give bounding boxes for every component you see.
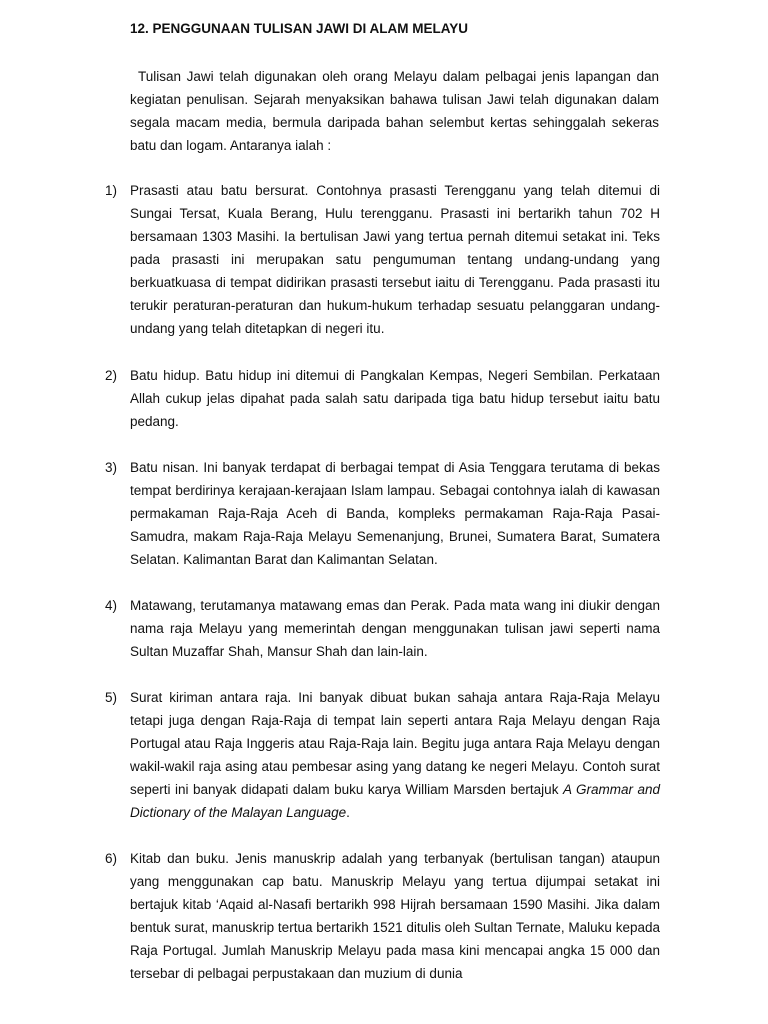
list-item-number: 2) <box>105 368 118 383</box>
list-item-body: Surat kiriman antara raja. Ini banyak dibuat bukan sahaja antara Raja-Raja Melayu tetapi juga dengan Raja-Raja di tempat lain seperti antara Raja Melayu dengan Raja Portugal atau Raja Inggeris atau Raja-Raja lain. Begitu juga antara Raja Melayu dengan wakil-wakil raja asing atau pembesar asing yang datang ke negeri Melayu. Contoh surat seperti ini banyak didapati dalam buku karya William Marsden bertajuk <box>130 690 660 797</box>
list-item-number: 6) <box>105 851 118 866</box>
book-title: A Grammar and Dictionary of the Malayan Language <box>130 782 660 820</box>
list-item-text: Kitab dan buku. Jenis manuskrip adalah yang terbanyak (bertulisan tangan) ataupun yang menggunakan cap batu. Manuskrip Melayu yang tertua dijumpai setakat ini bertajuk kitab ‘Aqaid al-Nasafi bertarikh 998 Hijrah bersamaan 1590 Masihi. Jika dalam bentuk surat, manuskrip tertua bertarikh 1521 ditulis oleh Sultan Ternate, Maluku kepada Raja Portugal. Jumlah Manuskrip Melayu pada masa kini mencapai angka 15 000 dan tersebar di pelbagai perpustakaan dan muzium di dunia <box>130 851 660 981</box>
list-item-number: 5) <box>105 690 118 705</box>
list-item-text: Prasasti atau batu bersurat. Contohnya prasasti Terengganu yang telah ditemui di Sungai Tersat, Kuala Berang, Hulu terengganu. Prasasti ini bertarikh tahun 702 H bersamaan 1303 Masihi. Ia bertulisan Jawi yang tertua pernah ditemui setakat ini. Teks pada prasasti ini merupakan satu pengumuman tentang undang-undang yang berkuatkuasa di tempat didirikan prasasti tersebut iaitu di Terengganu. Pada prasasti itu terukir peraturan-peraturan dan hukum-hukum terhadap sesuatu pelanggaran undang-undang yang telah ditetapkan di negeri itu. <box>130 183 660 336</box>
intro-text: Tulisan Jawi telah digunakan oleh orang Melayu dalam pelbagai jenis lapangan dan kegiatan penulisan. Sejarah menyaksikan bahawa tulisan Jawi telah digunakan dalam segala macam media, bermula daripada bahan selembut kertas sehinggalah sekeras batu dan logam. Antaranya ialah : <box>130 69 659 153</box>
list-item-number: 1) <box>105 183 118 198</box>
list-item-number: 3) <box>105 460 118 475</box>
list-item-number: 4) <box>105 598 118 613</box>
list-item-text: Batu hidup. Batu hidup ini ditemui di Pangkalan Kempas, Negeri Sembilan. Perkataan Allah cukup jelas dipahat pada salah satu daripada tiga batu hidup tersebut iaitu batu pedang. <box>130 368 660 429</box>
list-item-text: Matawang, terutamanya matawang emas dan Perak. Pada mata wang ini diukir dengan nama raja Melayu yang memerintah dengan menggunakan tulisan jawi seperti nama Sultan Muzaffar Shah, Mansur Shah dan lain-lain. <box>130 598 660 659</box>
list-item-text: Batu nisan. Ini banyak terdapat di berbagai tempat di Asia Tenggara terutama di bekas tempat berdirinya kerajaan-kerajaan Islam lampau. Sebagai contohnya ialah di kawasan permakaman Raja-Raja Aceh di Banda, kompleks permakaman Raja-Raja Pasai-Samudra, makam Raja-Raja Melayu Semenanjung, Brunei, Sumatera Barat, Sumatera Selatan. Kalimantan Barat dan Kalimantan Selatan. <box>130 460 660 567</box>
section-heading: 12. PENGGUNAAN TULISAN JAWI DI ALAM MELAYU <box>130 21 469 36</box>
book-title-suffix: . <box>346 805 350 820</box>
list-item-text <box>130 686 660 824</box>
intro-paragraph <box>130 65 659 157</box>
